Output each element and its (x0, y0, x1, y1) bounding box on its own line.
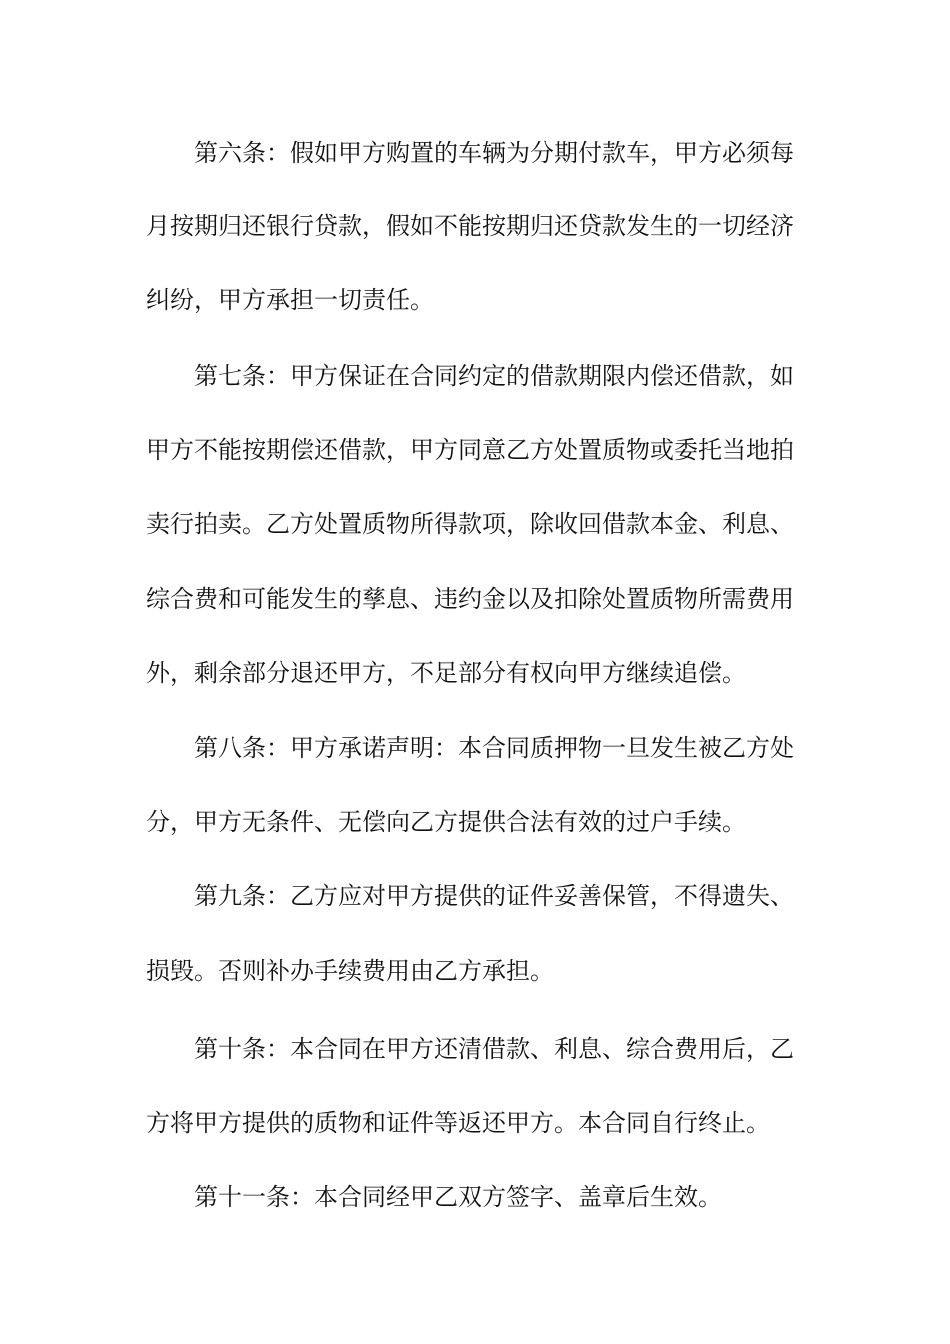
article-11-line-1: 第十一条：本合同经甲乙双方签字、盖章后生效。 (194, 1183, 722, 1211)
article-7-line-3: 卖行拍卖。乙方处置质物所得款项，除收回借款本金、利息、 (146, 510, 794, 538)
article-8-line-2: 分，甲方无条件、无偿向乙方提供合法有效的过户手续。 (146, 808, 746, 836)
article-9-line-2: 损毁。否则补办手续费用由乙方承担。 (146, 957, 554, 985)
article-7-line-4: 综合费和可能发生的孳息、违约金以及扣除处置质物所需费用 (146, 585, 794, 613)
article-7-line-2: 甲方不能按期偿还借款，甲方同意乙方处置质物或委托当地拍 (146, 436, 794, 464)
article-7-line-1: 第七条：甲方保证在合同约定的借款期限内偿还借款，如 (194, 362, 794, 390)
article-10-line-1: 第十条：本合同在甲方还清借款、利息、综合费用后，乙 (194, 1035, 794, 1063)
article-9-line-1: 第九条：乙方应对甲方提供的证件妥善保管，不得遗失、 (194, 882, 794, 910)
article-10-line-2: 方将甲方提供的质物和证件等返还甲方。本合同自行终止。 (146, 1109, 770, 1137)
article-7-line-5: 外，剩余部分退还甲方，不足部分有权向甲方继续追偿。 (146, 659, 746, 687)
article-6-line-2: 月按期归还银行贷款，假如不能按期归还贷款发生的一切经济 (146, 212, 794, 240)
article-6-line-3: 纠纷，甲方承担一切责任。 (146, 286, 434, 314)
article-6-line-1: 第六条：假如甲方购置的车辆为分期付款车，甲方必须每 (194, 139, 794, 167)
article-8-line-1: 第八条：甲方承诺声明：本合同质押物一旦发生被乙方处 (194, 734, 794, 762)
